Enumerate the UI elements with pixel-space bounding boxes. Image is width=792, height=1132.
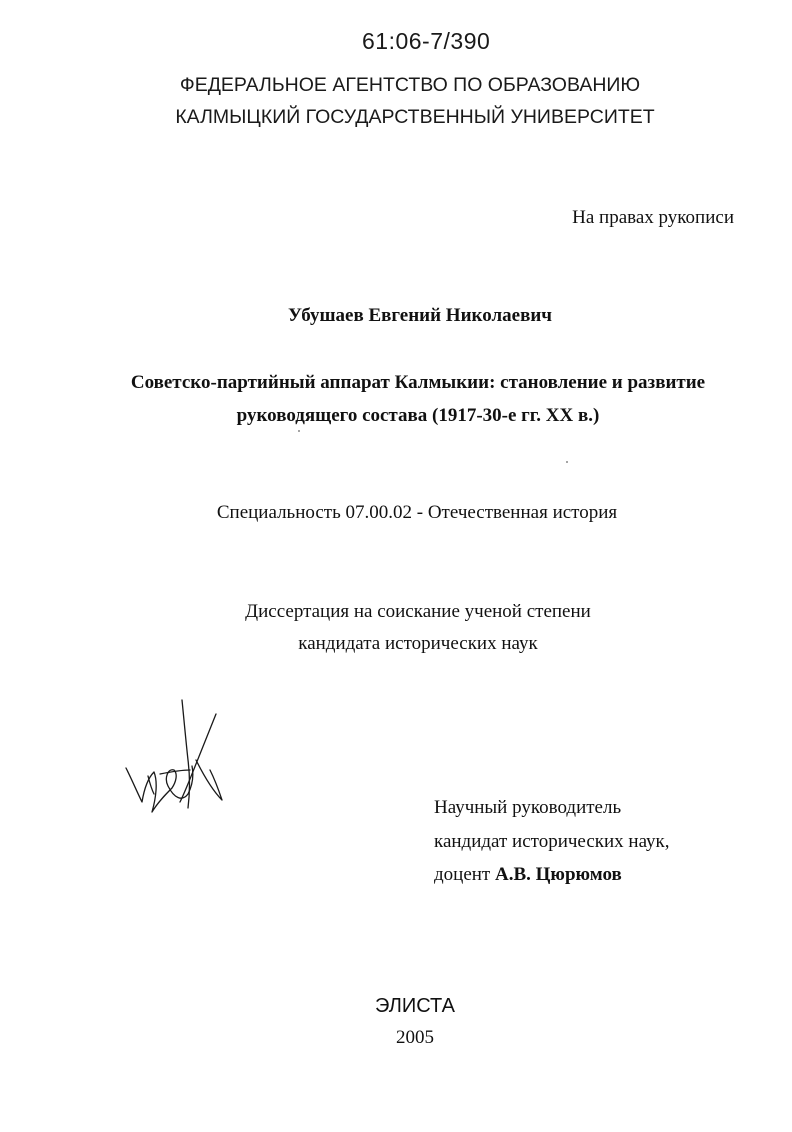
- archive-code: 61:06-7/390: [362, 28, 491, 54]
- thesis-title-line-1: Советско-партийный аппарат Калмыкии: становление и развитие: [130, 372, 706, 393]
- supervisor-title-prefix: доцент: [434, 864, 491, 885]
- specialty-line: Специальность 07.00.02 - Отечественная история: [216, 502, 618, 523]
- dissertation-line-1: Диссертация на соискание ученой степени: [245, 601, 591, 622]
- supervisor-role: Научный руководитель: [434, 797, 622, 818]
- supervisor-name: А.В. Цюрюмов: [495, 864, 622, 885]
- university-name: КАЛМЫЦКИЙ ГОСУДАРСТВЕННЫЙ УНИВЕРСИТЕТ: [175, 106, 655, 128]
- thesis-title-line-2: руководящего состава (1917-30-е гг. XX в.): [236, 405, 600, 426]
- supervisor-degree: кандидат исторических наук,: [434, 831, 670, 852]
- handwritten-signature-icon: [118, 690, 238, 830]
- agency-name: ФЕДЕРАЛЬНОЕ АГЕНТСТВО ПО ОБРАЗОВАНИЮ: [179, 74, 641, 96]
- year: 2005: [396, 1027, 434, 1048]
- scan-speck: [566, 461, 568, 463]
- rights-note: На правах рукописи: [572, 207, 734, 228]
- author-name: Убушаев Евгений Николаевич: [287, 305, 552, 326]
- city: ЭЛИСТА: [375, 995, 455, 1017]
- supervisor-title: [434, 864, 622, 886]
- scan-speck: [298, 430, 300, 432]
- dissertation-line-2: кандидата исторических наук: [298, 633, 538, 654]
